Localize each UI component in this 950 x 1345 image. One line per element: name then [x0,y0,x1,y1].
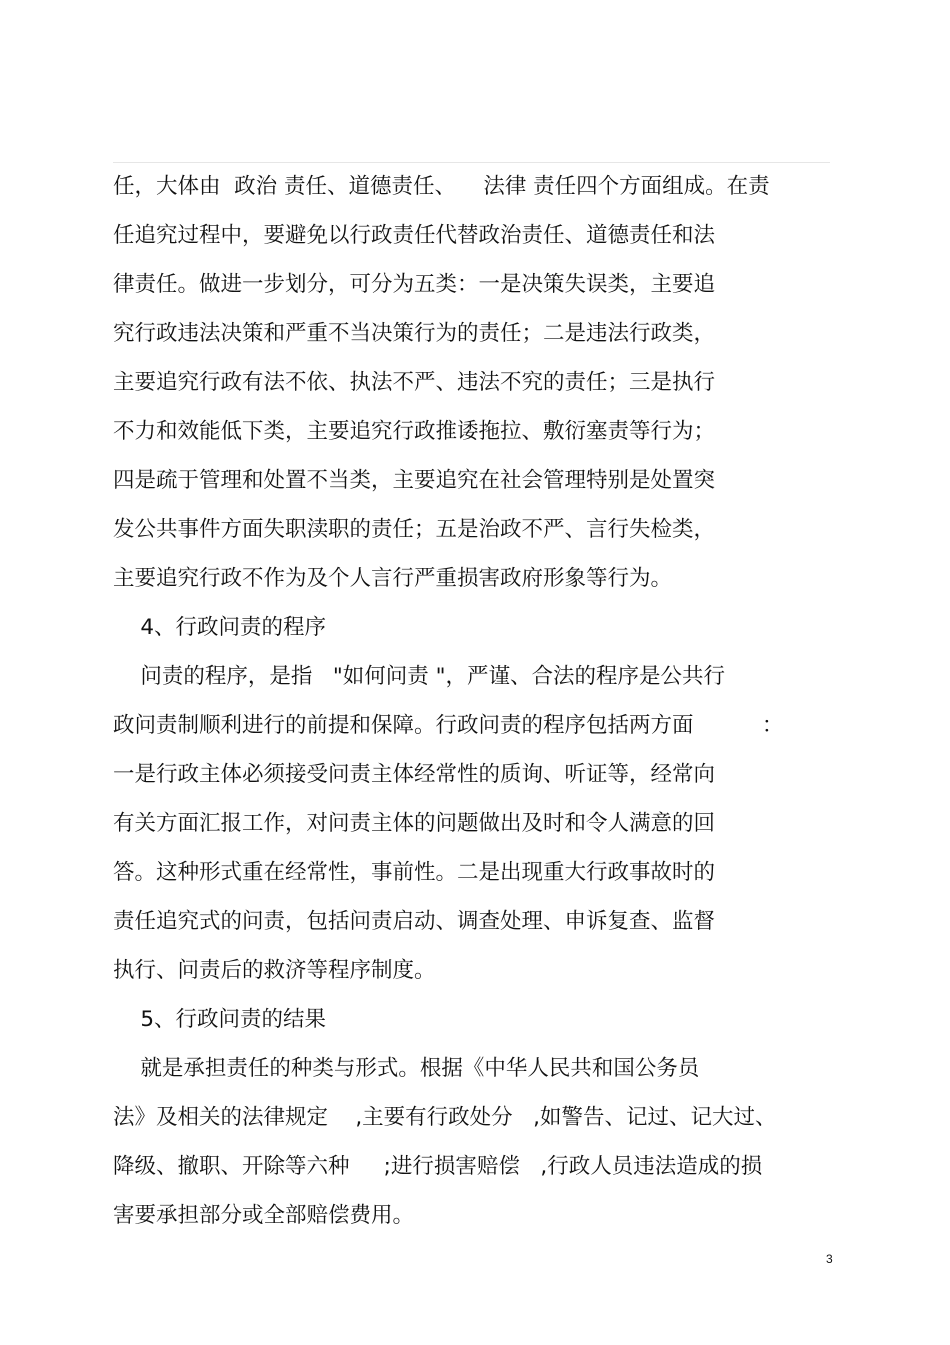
text-line: 主要追究行政有法不依、执法不严、违法不究的责任；三是执行 [113,370,716,395]
text-line: 害要承担部分或全部赔偿费用。 [113,1203,415,1228]
text-line: 政问责制顺利进行的前提和保障。行政问责的程序包括两方面 ： [113,713,784,738]
text-line: 不力和效能低下类，主要追究行政推诿拖拉、敷衍塞责等行为； [113,419,716,444]
section-heading: 5、行政问责的结果 [113,1007,327,1032]
text-line: 主要追究行政不作为及个人言行严重损害政府形象等行为。 [113,566,673,591]
text-line: 答。这种形式重在经常性，事前性。二是出现重大行政事故时的 [113,860,716,885]
text-line: 责任追究式的问责，包括问责启动、调查处理、申诉复查、监督 [113,909,716,934]
text-line: 降级、撤职、开除等六种 ;进行损害赔偿 ,行政人员违法造成的损 [113,1154,763,1179]
text-line: 执行、问责后的救济等程序制度。 [113,958,436,983]
text-line: 律责任。做进一步划分，可分为五类：一是决策失误类，主要追 [113,272,716,297]
header-rule [113,162,830,163]
text-line: 任，大体由 政治 责任、道德责任、 法律 责任四个方面组成。在责 [113,174,770,199]
text-line: 有关方面汇报工作，对问责主体的问题做出及时和令人满意的回 [113,811,716,836]
text-line: 发公共事件方面失职渎职的责任；五是治政不严、言行失检类， [113,517,716,542]
text-line: 一是行政主体必须接受问责主体经常性的质询、听证等，经常向 [113,762,716,787]
text-line: 法》及相关的法律规定 ,主要有行政处分 ,如警告、记过、记大过、 [113,1105,777,1130]
text-line: 四是疏于管理和处置不当类，主要追究在社会管理特别是处置突 [113,468,716,493]
text-line: 问责的程序，是指 "如何问责 "，严谨、合法的程序是公共行 [113,664,725,689]
page-number: 3 [826,1252,833,1266]
text-line: 就是承担责任的种类与形式。根据《中华人民共和国公务员 [113,1056,700,1081]
text-line: 任追究过程中，要避免以行政责任代替政治责任、道德责任和法 [113,223,716,248]
section-heading: 4、行政问责的程序 [113,615,327,640]
text-line: 究行政违法决策和严重不当决策行为的责任；二是违法行政类， [113,321,716,346]
